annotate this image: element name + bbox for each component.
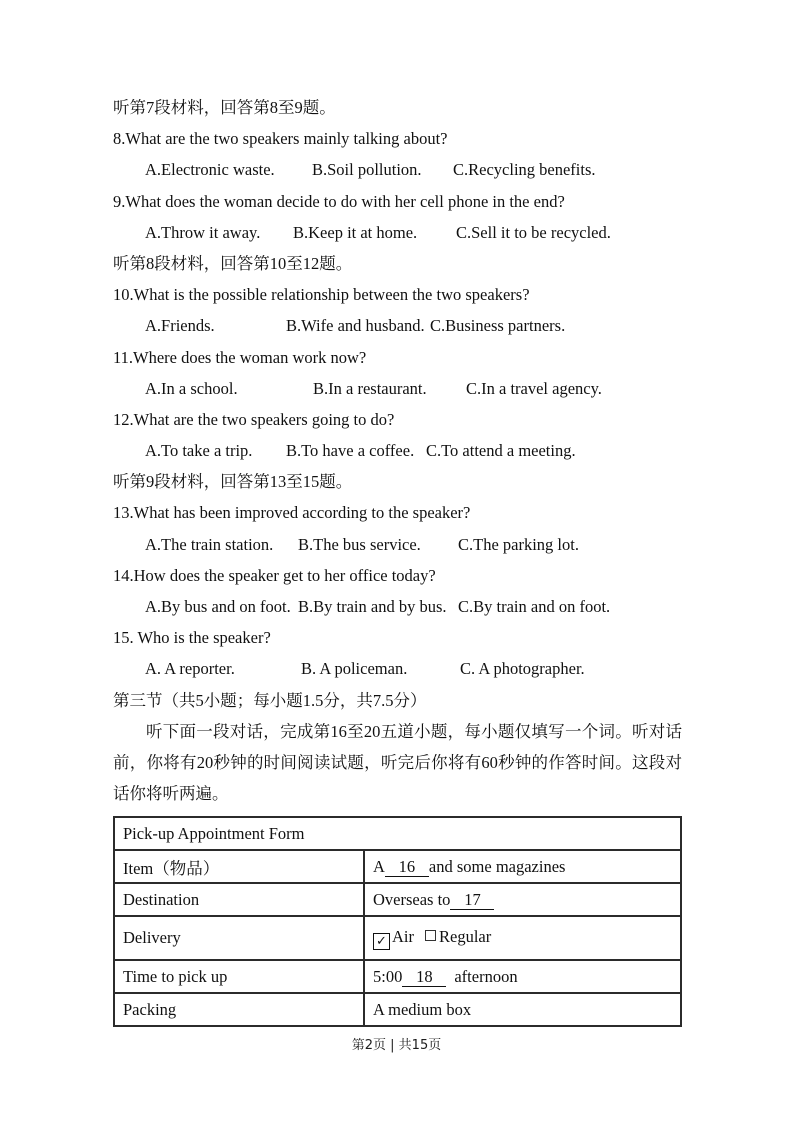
material-7-header: 听第7段材料，回答第8至9题。	[113, 98, 336, 117]
form-packing-value: A medium box	[364, 993, 681, 1026]
section-3-instructions: 听下面一段对话，完成第16至20五道小题，每小题仅填写一个词。听对话前，你将有20秒钟的时间阅读试题，听完后你将有60秒钟的作答时间。这段对话你将听两遍。	[113, 721, 682, 804]
time-prefix: 5:00	[373, 966, 403, 986]
form-time-row	[114, 960, 681, 993]
question-12-option-c: C.To attend a meeting.	[426, 441, 576, 461]
form-item-label: Item（物品）	[114, 850, 364, 883]
question-14: 14.How does the speaker get to her office today?	[113, 565, 436, 585]
question-12-option-a: A.To take a trip.	[145, 441, 253, 461]
question-14-option-b: B.By train and by bus.	[298, 597, 447, 616]
unchecked-checkbox-icon	[425, 930, 436, 941]
form-destination-row	[114, 883, 681, 916]
question-14-options	[113, 591, 682, 622]
question-10: 10.What is the possible relationship between the two speakers?	[113, 285, 530, 305]
question-11-option-b: B.In a restaurant.	[313, 378, 427, 398]
destination-prefix: Overseas to	[373, 889, 451, 909]
question-15-option-a: A. A reporter.	[145, 659, 235, 679]
question-8: 8.What are the two speakers mainly talking about?	[113, 129, 448, 149]
question-15-option-c: C. A photographer.	[460, 659, 585, 679]
page-footer: 第2页 | 共15页	[351, 1038, 442, 1053]
form-item-row	[114, 850, 681, 883]
time-suffix: afternoon	[454, 966, 518, 986]
form-delivery-label: Delivery	[114, 916, 364, 960]
checked-checkbox-icon: ✓	[373, 933, 390, 950]
question-8-option-b: B.Soil pollution.	[312, 160, 422, 180]
form-time-value	[364, 960, 681, 993]
form-destination-value	[364, 883, 681, 916]
item-prefix: A	[373, 856, 385, 876]
question-11-option-a: A.In a school.	[145, 378, 238, 398]
form-item-value	[364, 850, 681, 883]
blank-17: 17	[450, 891, 494, 910]
question-8-option-c: C.Recycling benefits.	[453, 160, 596, 180]
question-13-options	[113, 529, 682, 560]
question-9: 9.What does the woman decide to do with her cell phone in the end?	[113, 191, 565, 211]
section-3-title: 第三节（共5小题；每小题1.5分，共7.5分）	[113, 690, 427, 710]
question-15-options	[113, 653, 682, 684]
question-8-options	[113, 154, 682, 185]
question-13-option-a: A.The train station.	[145, 534, 274, 554]
form-packing-label: Packing	[114, 993, 364, 1026]
form-title-row	[114, 817, 681, 850]
form-time-label: Time to pick up	[114, 960, 364, 993]
question-11: 11.Where does the woman work now?	[113, 347, 367, 367]
question-11-options	[113, 373, 682, 404]
blank-18: 18	[402, 968, 446, 987]
delivery-option-air: Air	[392, 926, 414, 946]
material-9-header: 听第9段材料，回答第13至15题。	[113, 472, 353, 492]
question-14-option-c: C.By train and on foot.	[458, 597, 611, 616]
question-9-option-a: A.Throw it away.	[145, 222, 261, 242]
question-10-option-a: A.Friends.	[145, 316, 215, 336]
question-12-options	[113, 435, 682, 466]
question-9-options	[113, 217, 682, 248]
form-title: Pick-up Appointment Form	[114, 817, 681, 850]
form-delivery-row	[114, 916, 681, 960]
question-12: 12.What are the two speakers going to do?	[113, 409, 395, 429]
question-12-option-b: B.To have a coffee.	[286, 441, 415, 461]
question-13-option-c: C.The parking lot.	[458, 534, 579, 554]
question-15-option-b: B. A policeman.	[301, 659, 408, 679]
question-14-option-a: A.By bus and on foot.	[145, 597, 291, 616]
question-13-option-b: B.The bus service.	[298, 534, 421, 554]
question-9-option-b: B.Keep it at home.	[293, 222, 418, 242]
question-10-options	[113, 310, 682, 341]
item-suffix: and some magazines	[428, 856, 566, 876]
question-11-option-c: C.In a travel agency.	[466, 378, 602, 398]
page-content	[113, 92, 682, 1027]
delivery-option-regular: Regular	[439, 926, 492, 946]
form-delivery-value	[364, 916, 681, 960]
form-destination-label: Destination	[114, 883, 364, 916]
material-8-header: 听第8段材料，回答第10至12题。	[113, 253, 353, 273]
question-10-option-b: B.Wife and husband.	[286, 316, 425, 336]
question-8-option-a: A.Electronic waste.	[145, 160, 275, 180]
blank-16: 16	[385, 858, 429, 877]
question-9-option-c: C.Sell it to be recycled.	[456, 222, 611, 242]
question-10-option-c: C.Business partners.	[430, 316, 566, 336]
pickup-form-table	[113, 816, 682, 1027]
question-15: 15. Who is the speaker?	[113, 628, 271, 648]
question-13: 13.What has been improved according to the speaker?	[113, 503, 471, 523]
form-packing-row	[114, 993, 681, 1026]
